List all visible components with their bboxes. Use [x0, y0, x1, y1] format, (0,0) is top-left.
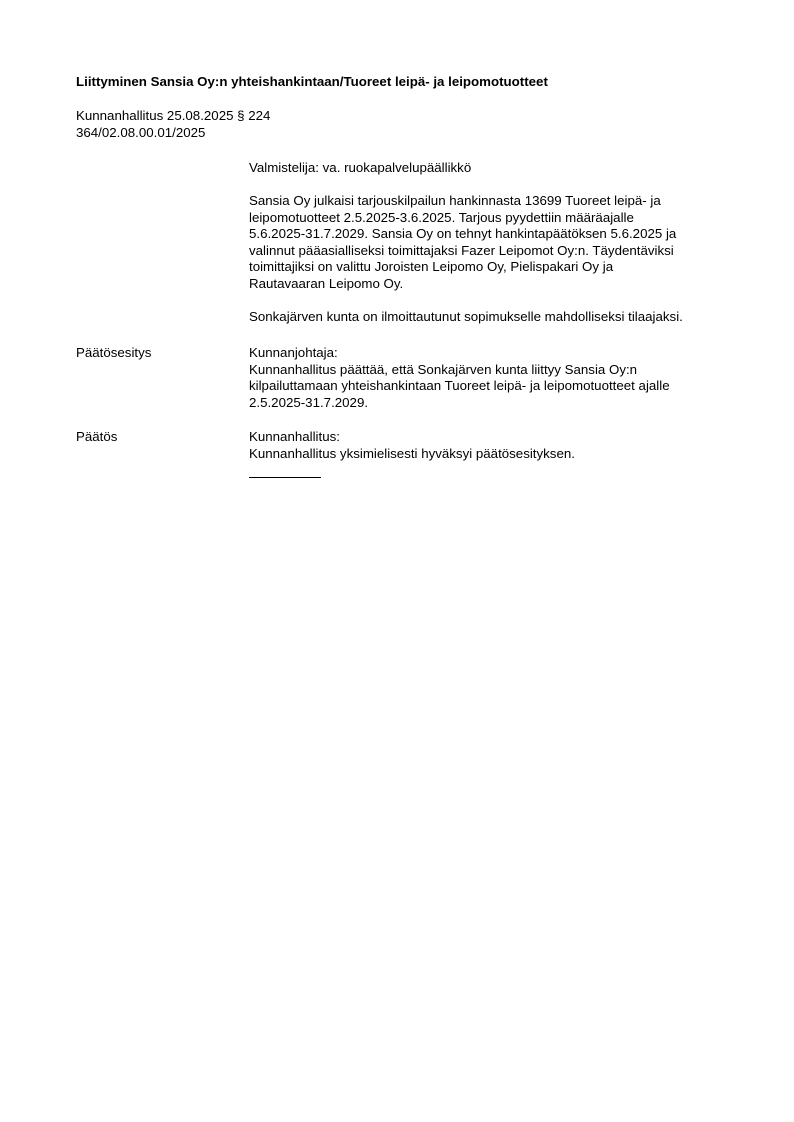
- proposal-line: kilpailuttamaan yhteishankintaan Tuoreet leipä- ja leipomotuotteet ajalle: [249, 378, 670, 393]
- meeting-meta: [76, 108, 270, 141]
- paragraph-line: 5.6.2025-31.7.2029. Sansia Oy on tehnyt hankintapäätöksen 5.6.2025 ja: [249, 226, 677, 241]
- paragraph-line: toimittajiksi on valittu Joroisten Leipomo Oy, Pielispakari Oy ja: [249, 259, 614, 274]
- proposal-line: 2.5.2025-31.7.2029.: [249, 394, 369, 410]
- document-title: Liittyminen Sansia Oy:n yhteishankintaan/Tuoreet leipä- ja leipomotuotteet: [76, 74, 548, 89]
- decision-body: Kunnanhallitus:: [249, 429, 340, 444]
- meeting-reference: Kunnanhallitus 25.08.2025 § 224: [76, 108, 271, 123]
- paragraph-line: Sonkajärven kunta on ilmoittautunut sopimukselle mahdolliseksi tilaajaksi.: [249, 308, 683, 324]
- proposal-label: Päätösesitys: [76, 345, 152, 360]
- record-id: 364/02.08.00.01/2025: [76, 124, 206, 140]
- paragraph-line: Sansia Oy julkaisi tarjouskilpailun hankinnasta 13699 Tuoreet leipä- ja: [249, 193, 661, 208]
- preparer-line: Valmistelija: va. ruokapalvelupäällikkö: [249, 160, 472, 175]
- decision-label: Päätös: [76, 429, 118, 444]
- decision-content: [249, 429, 739, 462]
- paragraph-line: Rautavaaran Leipomo Oy.: [249, 275, 404, 291]
- preparation-content: [249, 160, 739, 325]
- proposal-presenter: Kunnanjohtaja:: [249, 345, 338, 360]
- end-rule: [249, 477, 321, 478]
- proposal-line: Kunnanhallitus päättää, että Sonkajärven kunta liittyy Sansia Oy:n: [249, 361, 638, 377]
- paragraph-line: valinnut pääasialliseksi toimittajaksi Fazer Leipomot Oy:n. Täydentäviksi: [249, 242, 674, 258]
- decision-text: Kunnanhallitus yksimielisesti hyväksyi päätösesityksen.: [249, 445, 575, 461]
- paragraph-line: leipomotuotteet 2.5.2025-3.6.2025. Tarjous pyydettiin määräajalle: [249, 209, 634, 225]
- proposal-content: [249, 345, 739, 411]
